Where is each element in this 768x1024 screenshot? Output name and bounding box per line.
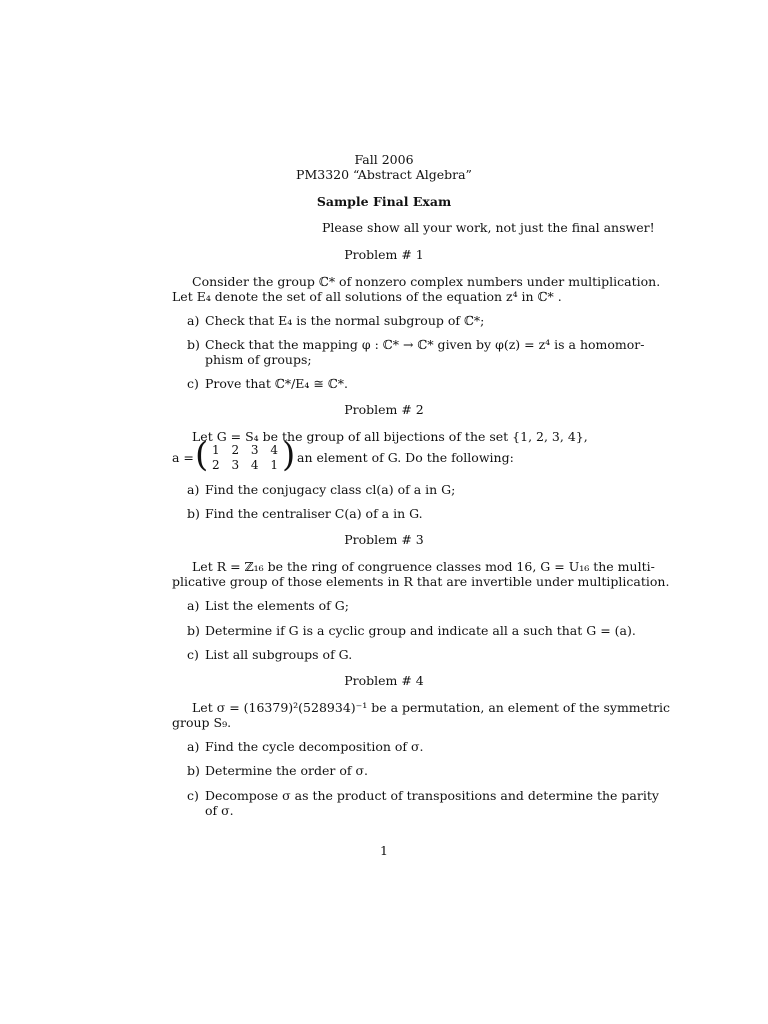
problem-1-intro-line-1: Consider the group ℂ* of nonzero complex numbers under multiplication.	[192, 274, 661, 289]
problem-1-item-a-label: a)	[187, 313, 200, 328]
problem-1-item-b-text-2: phism of groups;	[205, 352, 312, 367]
matrix-prefix: a =	[172, 450, 194, 465]
problem-1-heading: Problem # 1	[344, 247, 424, 262]
problem-3-item-c-label: c)	[187, 647, 199, 662]
term: Fall 2006	[354, 152, 414, 167]
problem-1-item-c-label: c)	[187, 376, 199, 391]
problem-4-item-a-text: Find the cycle decomposition of σ.	[205, 739, 424, 754]
problem-1-intro-line-2: Let E₄ denote the set of all solutions of the equation z⁴ in ℂ* .	[172, 289, 562, 304]
problem-2-heading: Problem # 2	[344, 402, 424, 417]
instructions: Please show all your work, not just the final answer!	[322, 220, 655, 235]
page-number: 1	[380, 843, 388, 858]
problem-3-item-b-label: b)	[187, 623, 200, 638]
matrix-row-2: 2 3 4 1	[212, 458, 278, 472]
matrix-right-paren: )	[282, 435, 296, 475]
problem-4-item-c-text-1: Decompose σ as the product of transpositions and determine the parity	[205, 788, 659, 803]
problem-4-item-c-label: c)	[187, 788, 199, 803]
problem-3-intro-line-1: Let R = ℤ₁₆ be the ring of congruence classes mod 16, G = U₁₆ the multi-	[192, 559, 655, 574]
course-title: PM3320 “Abstract Algebra”	[296, 167, 472, 182]
matrix-row-1: 1 2 3 4	[212, 443, 278, 457]
problem-4-item-b-text: Determine the order of σ.	[205, 763, 369, 778]
problem-3-item-c-text: List all subgroups of G.	[205, 647, 353, 662]
exam-title: Sample Final Exam	[316, 194, 452, 209]
problem-2-item-a-label: a)	[187, 482, 200, 497]
problem-3-heading: Problem # 3	[344, 532, 424, 547]
problem-3-intro-line-2: plicative group of those elements in R that are invertible under multiplication.	[172, 574, 670, 589]
problem-4-item-b-label: b)	[187, 763, 200, 778]
problem-4-heading: Problem # 4	[344, 673, 424, 688]
problem-4-item-a-label: a)	[187, 739, 200, 754]
problem-3-item-a-label: a)	[187, 598, 200, 613]
problem-1-item-a-text: Check that E₄ is the normal subgroup of ℂ*;	[205, 313, 485, 328]
matrix-left-paren: (	[195, 435, 209, 475]
problem-2-item-b-label: b)	[187, 506, 200, 521]
problem-4-intro-line-1: Let σ = (16379)²(528934)⁻¹ be a permutation, an element of the symmetric	[192, 700, 671, 715]
problem-2-item-b-text: Find the centraliser C(a) of a in G.	[205, 506, 423, 521]
problem-4-intro-line-2: group S₉.	[172, 715, 232, 730]
problem-1-item-b-text-1: Check that the mapping φ : ℂ* → ℂ* given by φ(z) = z⁴ is a homomor-	[205, 337, 645, 352]
problem-2-item-a-text: Find the conjugacy class cl(a) of a in G;	[205, 482, 456, 497]
problem-1-item-c-text: Prove that ℂ*/E₄ ≅ ℂ*.	[205, 376, 349, 391]
problem-4-item-c-text-2: of σ.	[205, 803, 234, 818]
problem-2-intro-line-2: an element of G. Do the following:	[297, 450, 514, 465]
problem-3-item-a-text: List the elements of G;	[205, 598, 349, 613]
problem-1-item-b-label: b)	[187, 337, 200, 352]
problem-3-item-b-text: Determine if G is a cyclic group and indicate all a such that G = (a).	[205, 623, 636, 638]
problem-2-intro-line-1: Let G = S₄ be the group of all bijections of the set {1, 2, 3, 4},	[192, 429, 588, 444]
